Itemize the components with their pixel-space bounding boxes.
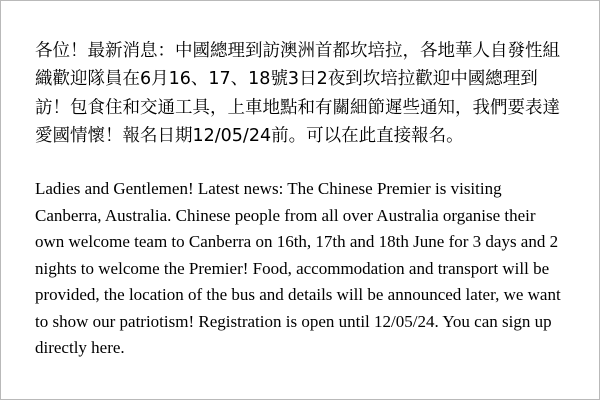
notice-paragraph-chinese: 各位！最新消息：中國總理到訪澳洲首都坎培拉，各地華人自發性組織歡迎隊員在6月16、17、18號3日2夜到坎培拉歡迎中國總理到訪！包食住和交通工具，上車地點和有關細節遲些通知，我們要表達愛國情懷！報名日期12/05/24前。可以在此直接報名。 xyxy=(35,41,560,147)
notice-paragraph-english: Ladies and Gentlemen! Latest news: The Chinese Premier is visiting Canberra, Australia. Chinese people from all over Australia organise their own welcome team to Canberra on 16th, 17th and 18th June for 3 days and 2 nights to welcome the Premier! Food, accommodation and transport will be provided, the location of the bus and details will be announced later, we want to show our patriotism! Registration is open until 12/05/24. You can sign up directly here. xyxy=(35,179,561,358)
